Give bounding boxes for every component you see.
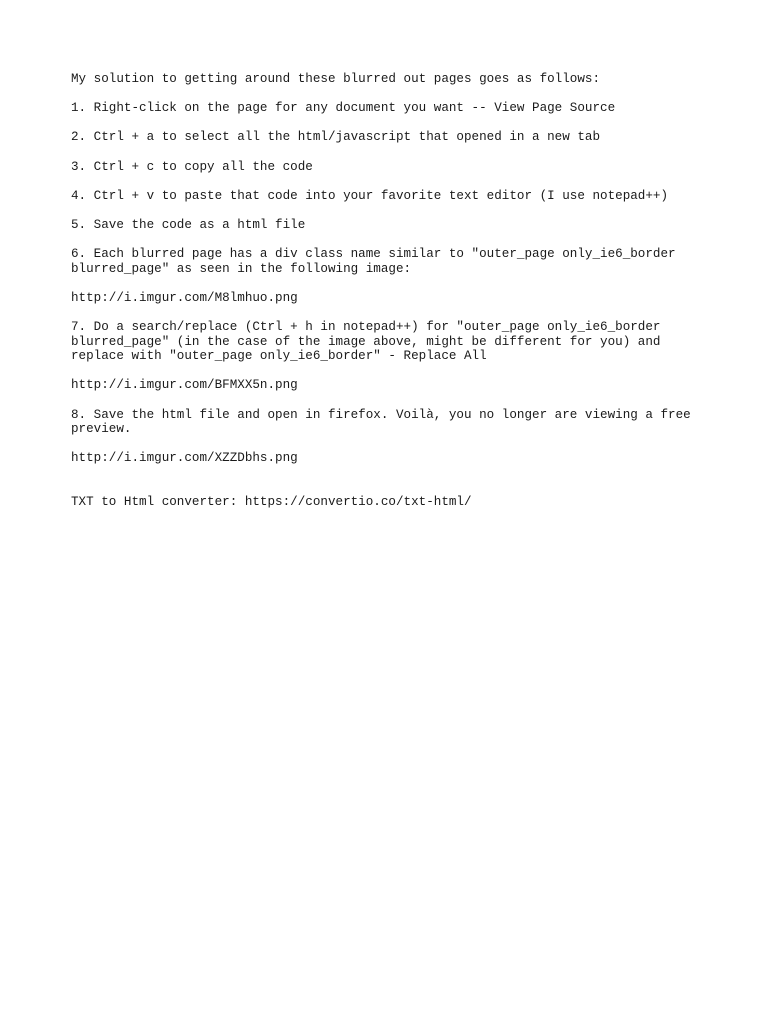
step-8: 8. Save the html file and open in firefox. Voilà, you no longer are viewing a free preview. [71, 407, 691, 437]
step-7: 7. Do a search/replace (Ctrl + h in notepad++) for "outer_page only_ie6_border blurred_page" (in the case of the image above, might be different for you) and replace with "outer_page only_ie6_border" - Replace All [71, 320, 661, 364]
step-5: 5. Save the code as a html file [71, 217, 306, 232]
step-4: 4. Ctrl + v to paste that code into your favorite text editor (I use notepad++) [71, 188, 669, 203]
image-link-3: http://i.imgur.com/XZZDbhs.png [71, 451, 298, 466]
image-link-1: http://i.imgur.com/M8lmhuo.png [71, 290, 298, 305]
step-2: 2. Ctrl + a to select all the html/javascript that opened in a new tab [71, 130, 601, 145]
step-3: 3. Ctrl + c to copy all the code [71, 159, 313, 174]
image-link-2: http://i.imgur.com/BFMXX5n.png [71, 378, 298, 393]
step-1: 1. Right-click on the page for any document you want -- View Page Source [71, 101, 616, 116]
footer-converter-text: TXT to Html converter: https://convertio.co/txt-html/ [71, 495, 472, 510]
step-6: 6. Each blurred page has a div class name similar to "outer_page only_ie6_border blurred_page" as seen in the following image: [71, 247, 676, 276]
document-body [71, 72, 701, 524]
intro-text: My solution to getting around these blurred out pages goes as follows: [71, 72, 601, 86]
